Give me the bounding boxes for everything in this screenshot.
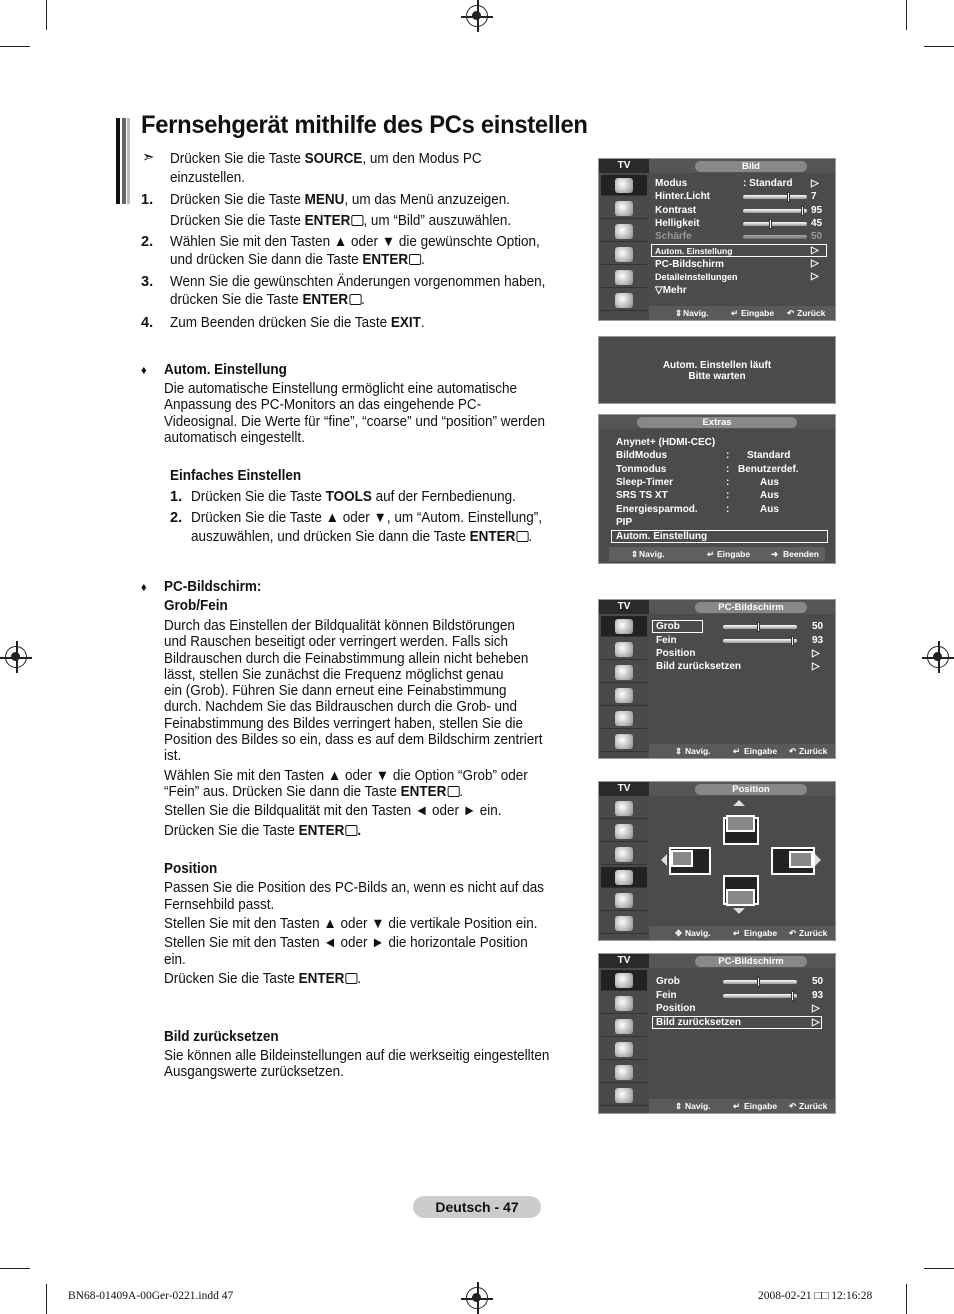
down-arrow-icon[interactable] xyxy=(733,908,745,914)
application-icon[interactable] xyxy=(601,731,647,752)
crop-mark xyxy=(0,1268,30,1269)
tip-text: einzustellen. xyxy=(170,170,245,186)
enter-icon xyxy=(447,786,459,797)
tip-arrow-icon: ➣ xyxy=(142,149,155,166)
slider[interactable] xyxy=(743,209,807,213)
page-title: Fernsehgerät mithilfe des PCs einstellen xyxy=(141,111,588,139)
slider-knob[interactable] xyxy=(791,636,794,646)
position-image-top xyxy=(726,815,755,832)
menu-header: PC-Bildschirm xyxy=(695,956,807,967)
side-menu xyxy=(599,614,649,758)
enter-icon: ↵ xyxy=(733,1101,741,1111)
body-text: ein. xyxy=(164,952,186,968)
body-text: ist. xyxy=(164,748,182,764)
menu-header: PC-Bildschirm xyxy=(695,602,807,613)
bullet: ♦ xyxy=(141,580,147,594)
slider-knob[interactable] xyxy=(757,622,760,632)
menu-item[interactable]: Energiesparmod. xyxy=(616,504,698,515)
input-icon[interactable] xyxy=(601,708,647,729)
body-text: ein (Grob). Führen Sie dann erneut eine Feinabstimmung xyxy=(164,683,507,699)
screen-extras-menu xyxy=(598,414,836,564)
menu-item[interactable]: Fein xyxy=(656,990,677,1001)
menu-item[interactable]: BildModus xyxy=(616,450,668,461)
menu-item[interactable]: Helligkeit xyxy=(655,218,700,229)
menu-item[interactable]: Modus xyxy=(655,178,688,189)
menu-item[interactable]: Position xyxy=(656,1003,696,1014)
position-diagram xyxy=(649,796,835,940)
position-image-left xyxy=(671,850,693,867)
menu-body xyxy=(649,173,835,320)
channel-icon[interactable] xyxy=(601,221,647,242)
body-text: “Fein” aus. Drücken Sie dann die Taste ENTER . xyxy=(164,784,464,800)
menu-item[interactable]: Position xyxy=(656,648,696,659)
menu-item[interactable]: Bild zurücksetzen xyxy=(656,1017,742,1028)
right-arrow-icon[interactable] xyxy=(815,854,821,866)
channel-icon[interactable] xyxy=(601,662,647,683)
crop-mark xyxy=(46,0,47,30)
menu-value: 7 xyxy=(811,191,817,202)
crop-mark xyxy=(906,1284,907,1314)
footer-label: Eingabe xyxy=(717,549,751,559)
step-number: 2. xyxy=(170,510,183,526)
enter-icon: ↵ xyxy=(733,746,741,756)
menu-body xyxy=(649,614,835,758)
menu-item[interactable]: Detaileinstellungen xyxy=(655,272,738,282)
return-icon: ↶ xyxy=(787,308,795,318)
step-text: und drücken Sie dann die Taste ENTER . xyxy=(170,252,425,268)
step-text: Wählen Sie mit den Tasten ▲ oder ▼ die gewünschte Option, xyxy=(170,234,540,250)
menu-value: Aus xyxy=(760,504,779,515)
tv-label: TV xyxy=(599,600,649,614)
step-number: 2. xyxy=(141,234,154,250)
enter-icon xyxy=(409,254,421,265)
registration-mark-icon xyxy=(466,1287,488,1309)
body-text: Drücken Sie die Taste ENTER . xyxy=(164,971,362,987)
footer-label: Zurück xyxy=(799,1101,828,1111)
menu-item[interactable]: Grob xyxy=(656,621,680,632)
registration-mark-icon xyxy=(927,646,949,668)
crop-mark xyxy=(924,1268,954,1269)
side-menu xyxy=(599,968,649,1113)
body-text: Bildrauschen durch die Feinabstimmung allein nicht beheben xyxy=(164,651,529,667)
menu-footer xyxy=(649,1099,835,1113)
footer-label: Eingabe xyxy=(744,746,778,756)
screen-auto-adjust xyxy=(598,336,836,404)
menu-value: Aus xyxy=(760,490,779,501)
sound-icon[interactable] xyxy=(601,821,647,842)
return-icon: ↶ xyxy=(789,1101,797,1111)
slider-knob[interactable] xyxy=(791,991,794,1001)
footer-label: Navig. xyxy=(685,746,711,756)
tv-label: TV xyxy=(599,954,649,968)
body-text: Stellen Sie mit den Tasten ▲ oder ▼ die vertikale Position ein. xyxy=(164,916,538,932)
menu-item[interactable]: Autom. Einstellung xyxy=(616,531,708,542)
footer-label: Navig. xyxy=(685,1101,711,1111)
up-arrow-icon[interactable] xyxy=(733,800,745,806)
screen-pc-bildschirm xyxy=(598,599,836,759)
menu-item[interactable]: Hinter.Licht xyxy=(655,191,711,202)
menu-item[interactable]: Anynet+ (HDMI-CEC) xyxy=(616,437,716,448)
menu-value: Aus xyxy=(760,477,779,488)
navigate-icon: ⇕ xyxy=(675,308,683,318)
separator: : xyxy=(726,504,730,515)
slider[interactable] xyxy=(743,222,807,226)
exit-icon: ➜ xyxy=(771,549,779,559)
slider-knob[interactable] xyxy=(769,219,772,229)
menu-footer xyxy=(649,926,835,940)
bullet: ♦ xyxy=(141,363,147,377)
sound-icon[interactable] xyxy=(601,198,647,219)
footer-label: Navig. xyxy=(639,549,665,559)
sound-icon[interactable] xyxy=(601,993,647,1014)
menu-body xyxy=(649,968,835,1113)
body-text: durch. Nachdem Sie das Bildrauschen durch die Grob- und xyxy=(164,699,518,715)
section-heading: Autom. Einstellung xyxy=(164,362,287,378)
tv-label: TV xyxy=(599,782,649,796)
menu-item[interactable]: Tonmodus xyxy=(616,464,667,475)
footer-label: Zurück xyxy=(799,746,828,756)
status-text: Bitte warten xyxy=(688,371,746,382)
navigate-icon: ⇕ xyxy=(675,746,683,756)
subsection-heading: Einfaches Einstellen xyxy=(170,468,302,484)
return-icon: ↶ xyxy=(789,746,797,756)
menu-item[interactable]: Sleep-Timer xyxy=(616,477,674,488)
picture-icon[interactable] xyxy=(601,798,647,819)
arrow-icon: ▷ xyxy=(811,258,819,269)
input-icon[interactable] xyxy=(601,267,647,288)
side-menu xyxy=(599,173,649,320)
channel-icon[interactable] xyxy=(601,1016,647,1037)
picture-icon[interactable] xyxy=(601,970,647,991)
body-text: Sie können alle Bildeinstellungen auf die werkseitig eingestellten xyxy=(164,1048,550,1064)
body-text: Ausgangswerte zurücksetzen. xyxy=(164,1064,344,1080)
body-text: Stellen Sie mit den Tasten ◄ oder ► die horizontale Position xyxy=(164,935,528,951)
menu-footer xyxy=(649,744,835,758)
setup-icon[interactable] xyxy=(601,244,647,265)
slider[interactable] xyxy=(723,980,797,984)
menu-item[interactable]: PIP xyxy=(616,517,633,528)
footer-label: Eingabe xyxy=(744,1101,778,1111)
step-text: Drücken Sie die Taste ▲ oder ▼, um “Autom. Einstellung”, xyxy=(191,510,542,526)
slider-knob[interactable] xyxy=(757,977,760,987)
slider[interactable] xyxy=(743,195,807,199)
body-text: Durch das Einstellen der Bildqualität können Bildstörungen xyxy=(164,618,515,634)
menu-header: Bild xyxy=(695,161,807,172)
setup-icon[interactable] xyxy=(601,685,647,706)
menu-item[interactable]: Schärfe xyxy=(655,231,692,242)
screen-bild-menu xyxy=(598,158,836,321)
separator: : xyxy=(726,464,730,475)
menu-value: 95 xyxy=(811,205,823,216)
body-text: Passen Sie die Position des PC-Bilds an, wenn es nicht auf das xyxy=(164,880,545,896)
enter-icon: ↵ xyxy=(733,928,741,938)
step-text: drücken Sie die Taste ENTER . xyxy=(170,292,365,308)
menu-value: 93 xyxy=(812,990,824,1001)
side-menu xyxy=(599,796,649,940)
menu-header: Extras xyxy=(637,417,797,428)
subsection-heading: Position xyxy=(164,861,218,877)
step-text: Drücken Sie die Taste MENU, um das Menü anzuzeigen. xyxy=(170,192,511,208)
footer-label: Navig. xyxy=(683,308,709,318)
body-text: Drücken Sie die Taste ENTER . xyxy=(164,823,362,839)
position-image-bottom xyxy=(726,889,755,906)
menu-item[interactable]: ▽Mehr xyxy=(655,285,687,296)
body-text: Die automatische Einstellung ermöglicht eine automatische xyxy=(164,381,518,397)
menu-value: 93 xyxy=(812,635,824,646)
menu-value: Benutzerdef. xyxy=(738,464,799,475)
screen-pc-bildschirm-reset xyxy=(598,953,836,1114)
step-text: auszuwählen, und drücken Sie dann die Taste ENTER . xyxy=(191,529,533,545)
step-number: 1. xyxy=(170,489,183,505)
left-arrow-icon[interactable] xyxy=(661,854,667,866)
status-text: Autom. Einstellen läuft xyxy=(662,360,772,371)
body-text: Videosignal. Die Werte für “fine”, “coarse” und “position” werden xyxy=(164,414,546,430)
input-icon[interactable] xyxy=(601,1062,647,1083)
menu-footer xyxy=(609,547,825,561)
setup-icon[interactable] xyxy=(601,1039,647,1060)
step-number: 4. xyxy=(141,315,154,331)
picture-icon[interactable] xyxy=(601,175,647,196)
arrow-icon: ▷ xyxy=(811,271,819,282)
enter-icon xyxy=(351,215,363,226)
application-icon[interactable] xyxy=(601,913,647,934)
body-text: Wählen Sie mit den Tasten ▲ oder ▼ die Option “Grob” oder xyxy=(164,768,528,784)
arrow-icon: ▷ xyxy=(812,1017,820,1028)
separator: : xyxy=(726,490,730,501)
menu-value: 50 xyxy=(812,621,824,632)
subsection-heading: Grob/Fein xyxy=(164,598,228,614)
crop-mark xyxy=(0,46,30,47)
channel-icon[interactable] xyxy=(601,844,647,865)
arrow-icon: ▷ xyxy=(812,661,820,672)
menu-header: Position xyxy=(695,784,807,795)
arrow-icon: ▷ xyxy=(812,648,820,659)
slider-knob[interactable] xyxy=(801,206,804,216)
menu-value: Standard xyxy=(747,450,791,461)
menu-item[interactable]: Grob xyxy=(656,976,680,987)
enter-icon xyxy=(516,531,528,542)
step-number: 1. xyxy=(141,192,154,208)
screen-position xyxy=(598,781,836,941)
enter-icon: ↵ xyxy=(731,308,739,318)
menu-item[interactable]: Kontrast xyxy=(655,205,697,216)
enter-icon xyxy=(345,825,357,836)
enter-icon xyxy=(345,973,357,984)
file-info: BN68-01409A-00Ger-0221.indd 47 xyxy=(68,1290,234,1302)
slider[interactable] xyxy=(723,994,797,998)
step-text: Zum Beenden drücken Sie die Taste EXIT. xyxy=(170,315,425,331)
menu-item[interactable]: Autom. Einstellung xyxy=(655,246,733,256)
navigate-icon: ⇕ xyxy=(675,1101,683,1111)
tv-label: TV xyxy=(599,159,649,173)
menu-item[interactable]: Bild zurücksetzen xyxy=(656,661,742,672)
page-number-badge: Deutsch - 47 xyxy=(413,1196,541,1218)
sound-icon[interactable] xyxy=(601,639,647,660)
footer-label: Eingabe xyxy=(741,308,775,318)
menu-value: 45 xyxy=(811,218,823,229)
position-image-right xyxy=(789,851,813,868)
crop-mark xyxy=(906,0,907,30)
date-info: 2008-02-21 □□ 12:16:28 xyxy=(758,1290,873,1302)
picture-icon[interactable] xyxy=(601,616,647,637)
arrow-icon: ▷ xyxy=(811,245,819,256)
arrow-icon: ▷ xyxy=(811,178,819,189)
registration-mark-icon xyxy=(466,5,488,27)
application-icon[interactable] xyxy=(601,290,647,311)
separator: : xyxy=(726,477,730,488)
slider-knob[interactable] xyxy=(787,192,790,202)
menu-value: 50 xyxy=(812,976,824,987)
arrow-icon: ▷ xyxy=(812,1003,820,1014)
slider[interactable] xyxy=(723,625,797,629)
registration-mark-icon xyxy=(5,646,27,668)
body-text: automatisch eingestellt. xyxy=(164,430,305,446)
body-text: Fernsehbild passt. xyxy=(164,897,275,913)
menu-value: 50 xyxy=(811,231,823,242)
body-text: lässt, stellen Sie zunächst die Frequenz möglichst genau xyxy=(164,667,504,683)
footer-label: Beenden xyxy=(783,549,819,559)
step-text: Wenn Sie die gewünschten Änderungen vorgenommen haben, xyxy=(170,274,546,290)
body-text: Anpassung des PC-Monitors an das eingehende PC- xyxy=(164,397,482,413)
menu-value: : Standard xyxy=(743,178,793,189)
enter-icon: ↵ xyxy=(707,549,715,559)
menu-item[interactable]: PC-Bildschirm xyxy=(655,259,724,270)
navigate-icon: ⇕ xyxy=(631,549,639,559)
separator: : xyxy=(726,450,730,461)
body-text: und Rauschen beseitigt oder verringert werden. Falls sich xyxy=(164,634,509,650)
section-heading: PC-Bildschirm: xyxy=(164,579,262,595)
body-text: Feinabstimmung des Bildes verringert haben, stellen Sie die xyxy=(164,716,524,732)
footer-label: Navig. xyxy=(685,928,711,938)
menu-item[interactable]: Fein xyxy=(656,635,677,646)
step-number: 3. xyxy=(141,274,154,290)
tip-text: Drücken Sie die Taste SOURCE, um den Modus PC xyxy=(170,151,482,167)
setup-icon[interactable] xyxy=(601,867,647,888)
body-text: Stellen Sie die Bildqualität mit den Tasten ◄ oder ► ein. xyxy=(164,803,502,819)
enter-icon xyxy=(349,294,361,305)
slider[interactable] xyxy=(743,235,807,239)
return-icon: ↶ xyxy=(789,928,797,938)
menu-footer xyxy=(649,306,835,320)
footer-label: Zurück xyxy=(799,928,828,938)
crop-mark xyxy=(924,46,954,47)
slider[interactable] xyxy=(723,639,797,643)
input-icon[interactable] xyxy=(601,890,647,911)
menu-item[interactable]: SRS TS XT xyxy=(616,490,668,501)
footer-label: Zurück xyxy=(797,308,826,318)
subsection-heading: Bild zurücksetzen xyxy=(164,1029,279,1045)
footer-label: Eingabe xyxy=(744,928,778,938)
application-icon[interactable] xyxy=(601,1085,647,1106)
crop-mark xyxy=(46,1284,47,1314)
body-text: Position des Bildes so ein, dass es auf dem Bildschirm zentriert xyxy=(164,732,543,748)
navigate-icon: ✥ xyxy=(675,928,683,938)
step-text: Drücken Sie die Taste ENTER , um “Bild” auszuwählen. xyxy=(170,213,512,229)
step-text: Drücken Sie die Taste TOOLS auf der Fernbedienung. xyxy=(191,489,516,505)
title-bar-decoration xyxy=(116,118,130,204)
